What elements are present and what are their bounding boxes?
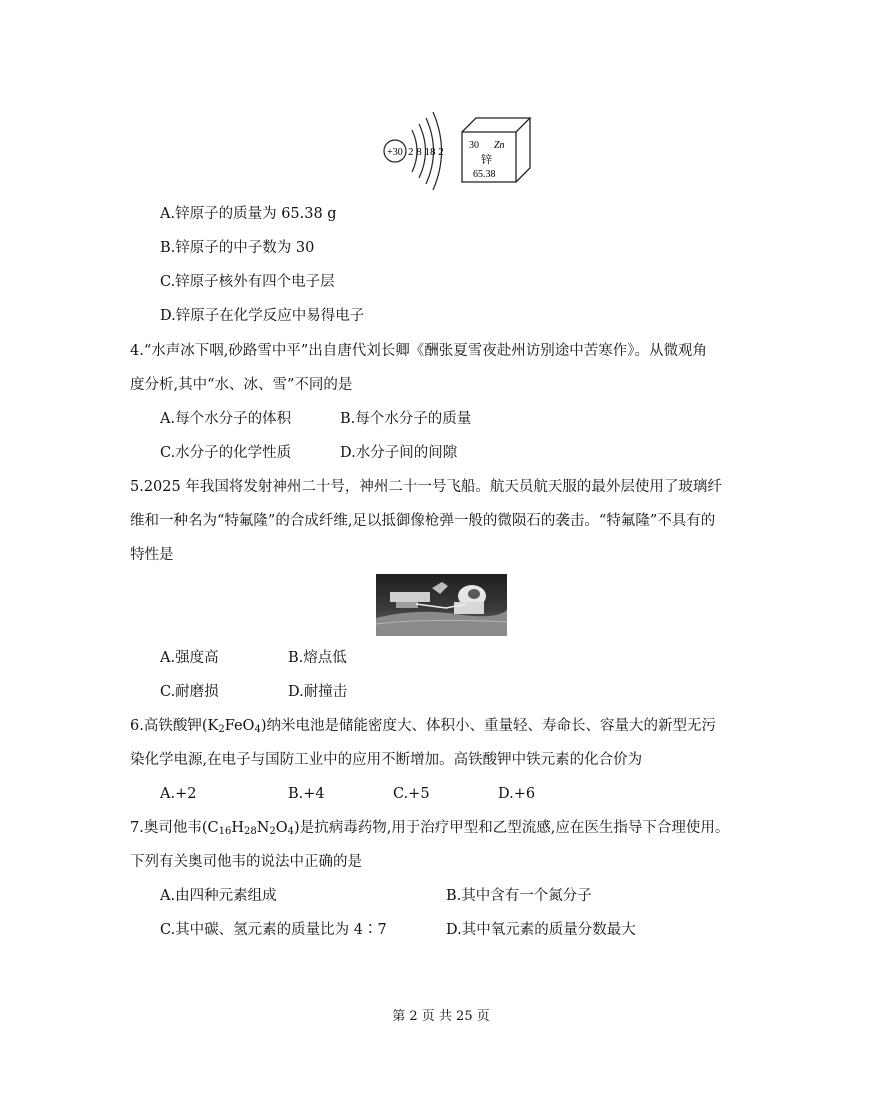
q5-stem-line1: 5.2025 年我国将发射神州二十号，神州二十一号飞船。航天员航天服的最外层使用了玻璃纤 <box>130 479 722 495</box>
q3-option-a: A.锌原子的质量为 65.38 g <box>160 206 337 222</box>
q7-option-a: A.由四种元素组成 <box>160 888 277 904</box>
q7-option-c: C.其中碳、氢元素的质量比为 4∶7 <box>160 922 387 938</box>
electron-shells: 2 8 18 2 <box>408 146 444 158</box>
q6-stem-line1: 6.高铁酸钾$(K_2FeO_4)$纳米电池是储能密度大、体积小、重量轻、寿命长、容量大的新型无污 <box>130 718 716 735</box>
q6-option-b: B.+4 <box>288 786 325 802</box>
astronaut-photo <box>376 574 507 636</box>
q4-stem-line2: 度分析,其中“水、冰、雪”不同的是 <box>130 377 353 393</box>
q7-stem-line2: 下列有关奥司他韦的说法中正确的是 <box>130 854 362 870</box>
q5-stem-line2: 维和一种名为“特氟隆”的合成纤维,足以抵御像枪弹一般的微陨石的袭击。“特氟隆”不具有的 <box>130 513 716 529</box>
q7-option-d: D.其中氧元素的质量分数最大 <box>446 922 636 938</box>
q6-option-c: C.+5 <box>393 786 430 802</box>
q5-option-c: C.耐磨损 <box>160 684 219 700</box>
q5-stem-line3: 特性是 <box>130 547 174 563</box>
nucleus-charge: +30 <box>387 147 403 158</box>
q5-option-d: D.耐撞击 <box>288 684 348 700</box>
q4-option-a: A.每个水分子的体积 <box>160 411 292 427</box>
element-name: 锌 <box>481 153 492 166</box>
page-footer: 第 2 页 共 25 页 <box>392 1009 490 1024</box>
q6-option-a: A.+2 <box>160 786 197 802</box>
q7-stem-line1: 7.奥司他韦$(C_{16}H_{28}N_2O_4)$是抗病毒药物,用于治疗甲型和乙型流感,应在医生指导下合理使用。 <box>130 820 730 837</box>
atomic-number: 30 <box>469 140 479 151</box>
element-symbol: Zn <box>494 140 505 151</box>
q5-option-b: B.熔点低 <box>288 650 347 666</box>
q6-stem-line2: 染化学电源,在电子与国防工业中的应用不断增加。高铁酸钾中铁元素的化合价为 <box>130 752 643 768</box>
q4-option-b: B.每个水分子的质量 <box>340 411 472 427</box>
q3-option-c: C.锌原子核外有四个电子层 <box>160 274 335 290</box>
atomic-mass: 65.38 <box>473 169 496 180</box>
q7-option-b: B.其中含有一个氮分子 <box>446 888 592 904</box>
zinc-atom-diagram <box>378 108 538 192</box>
zinc-atom-figure <box>378 108 538 192</box>
q4-option-c: C.水分子的化学性质 <box>160 445 292 461</box>
q6-option-d: D.+6 <box>498 786 536 802</box>
q5-option-a: A.强度高 <box>160 650 219 666</box>
q3-option-d: D.锌原子在化学反应中易得电子 <box>160 308 365 324</box>
q3-option-b: B.锌原子的中子数为 30 <box>160 240 315 256</box>
q4-stem-line1: 4.“水声冰下咽,砂路雪中平”出自唐代刘长卿《酬张夏雪夜赴州访别途中苦寒作》。从微观角 <box>130 343 708 359</box>
q4-option-d: D.水分子间的间隙 <box>340 445 458 461</box>
